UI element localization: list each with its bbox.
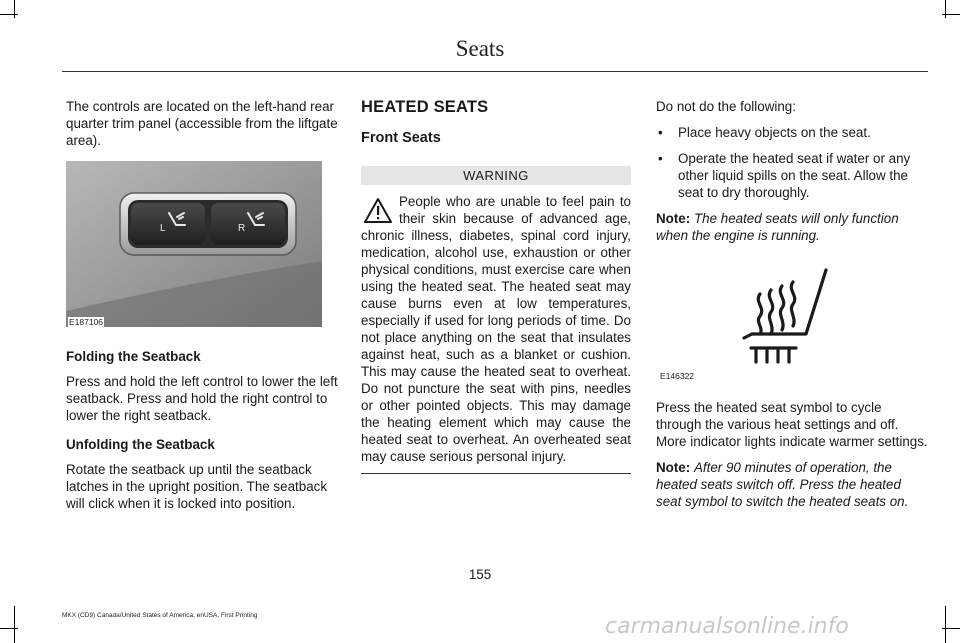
note-text: The heated seats will only function when the engine is running. [656,211,899,243]
column-middle [361,98,631,474]
crop-mark [945,0,946,18]
seatback-controls-figure [66,161,322,327]
left-button-letter: L [160,223,166,234]
seatback-controls-illustration [66,161,322,327]
subsection-heading: Front Seats [361,130,441,146]
crop-mark [942,628,960,629]
figure-code: E146322 [660,371,695,381]
unfolding-heading: Unfolding the Seatback [66,437,215,452]
list-item-text: Operate the heated seat if water or any other liquid spills on the seat. Allow the seat to dry thoroughly. [678,151,911,200]
note-engine [656,210,928,244]
note-label: Note: [656,460,691,475]
column-right [656,98,928,510]
note-label: Note: [656,211,691,226]
warning-box [361,166,631,474]
crop-mark [0,628,18,629]
section-heading: HEATED SEATS [361,98,489,116]
folding-text: Press and hold the left control to lower the left seatback. Press and hold the right control to lower the right seatback. [66,374,338,423]
page-number: 155 [468,567,492,582]
warning-label: WARNING [361,166,631,185]
do-not-intro: Do not do the following: [656,99,796,114]
folding-heading: Folding the Seatback [66,349,201,364]
heated-seat-icon [656,264,928,384]
list-item-text: Place heavy objects on the seat. [678,125,871,140]
crop-mark [942,14,960,15]
crop-mark [14,606,15,643]
crop-mark [945,606,946,643]
heated-seat-figure [656,264,928,384]
crop-mark [14,0,15,18]
list-item [656,124,928,141]
warning-text: People who are unable to feel pain to their skin because of advanced age, chronic illness, diabetes, spinal cord injury, medication, alcohol use, exhaustion or other physical conditions, must exercise care when using the heated seat. The heated seat may cause burns even at low temperatures, especially if used for long periods of time. Do not place anything on the seat that insulates against heat, such as a blanket or cushion. This may cause the heated seat to overheat. Do not puncture the seat with pins, needles or other pointed objects. This may damage the heating element which may cause the heated seat to overheat. An overheated seat may cause serious personal injury. [361,194,631,464]
press-text: Press the heated seat symbol to cycle through the various heat settings and off. More indicator lights indicate warmer settings. [656,400,928,449]
note-timeout [656,459,928,510]
bullet-glyph: • [658,151,663,166]
page-title: Seats [455,36,505,61]
right-button-letter: R [238,223,246,234]
crop-mark [0,14,18,15]
right-seatback-button[interactable] [211,203,285,245]
do-not-list [656,124,928,201]
bullet-glyph: • [658,125,663,140]
watermark: carmanualsonline.info [605,614,849,639]
document-info: MKX (CD9) Canada/United States of America, enUSA, First Printing [62,612,258,619]
list-item [656,150,928,201]
left-seatback-button[interactable] [131,203,205,245]
unfolding-text: Rotate the seatback up until the seatback latches in the upright position. The seatback will click when it is locked into position. [66,462,328,511]
controls-intro-text: The controls are located on the left-hand rear quarter trim panel (accessible from the liftgate area). [66,99,338,148]
figure-code: E187106 [69,317,104,327]
note-text: After 90 minutes of operation, the heated seats switch off. Press the heated seat symbol to switch the heated seats on. [656,460,909,509]
column-left [66,98,338,512]
warning-triangle-icon [363,197,393,224]
header-divider [62,71,928,72]
